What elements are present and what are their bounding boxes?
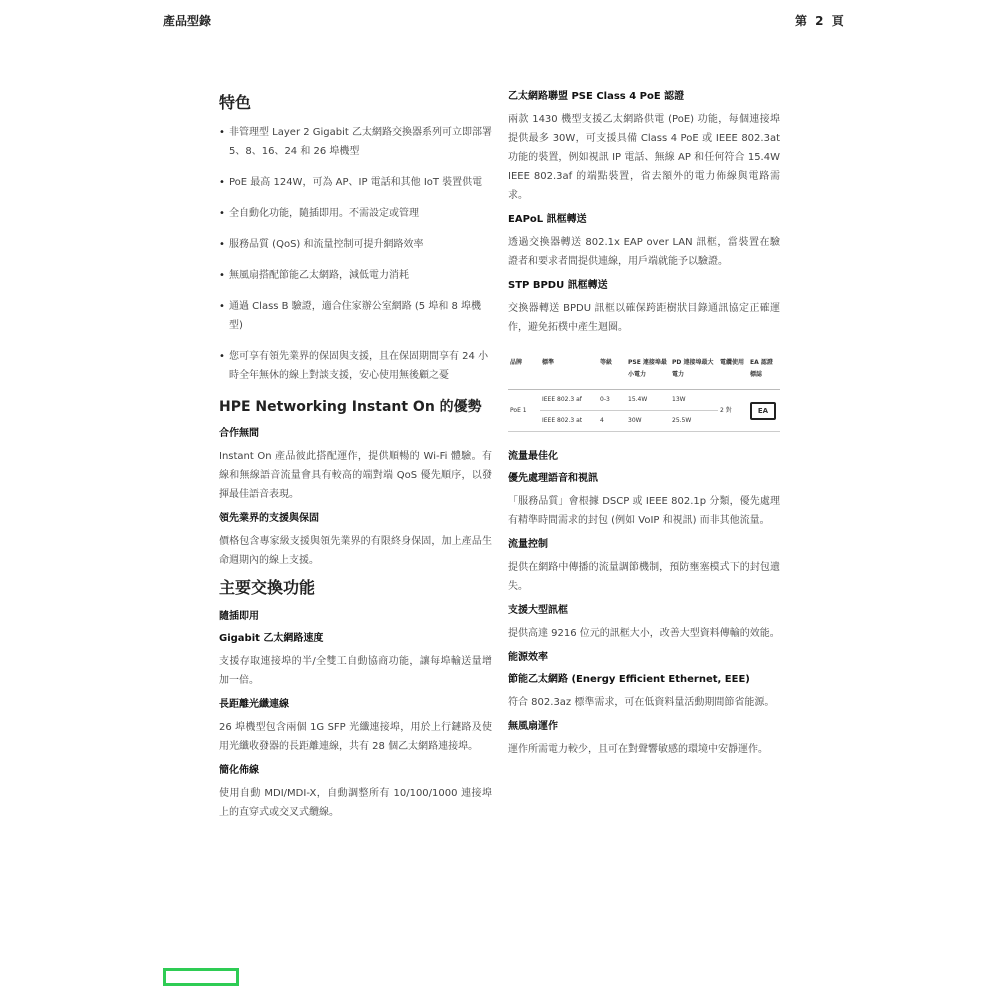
feature-item: • 您可享有領先業界的保固與支援，且在保固期間享有 24 小時全年無休的線上對談支援，安心使用無後顧之憂 — [219, 347, 492, 385]
stp-text: 交換器轉送 BPDU 訊框以確保跨距樹狀目錄通訊協定正確運作，避免拓樸中產生迴圈。 — [508, 303, 780, 333]
priority-heading: 優先處理語音和視訊 — [508, 473, 598, 484]
eee-text: 符合 802.3az 標準需求，可在低資料量活動期間節省能源。 — [508, 697, 775, 708]
features-heading: 特色 — [219, 93, 252, 112]
support-text: 價格包含專家級支援與領先業界的有限終身保固，加上產品生命週期內的線上支援。 — [219, 536, 492, 566]
feature-item: • 服務品質 (QoS) 和流量控制可提升網路效率 — [219, 235, 492, 254]
coop-text: Instant On 產品彼此搭配運作，提供順暢的 Wi-Fi 體驗。有線和無線語音流量會具有較高的端對端 QoS 優先順序，以發揮最佳語音表現。 — [219, 451, 492, 500]
pd-cell: 13W — [670, 390, 718, 411]
ea-logo-cell — [748, 390, 780, 432]
jumbo-frames-heading: 支援大型訊框 — [508, 605, 568, 616]
hpe-logo-bar — [163, 968, 239, 986]
eee-heading: 節能乙太網路 (Energy Efficient Ethernet, EEE) — [508, 674, 750, 685]
eapol-text: 透過交換器轉送 802.1x EAP over LAN 訊框，當裝置在驗證者和要求者間提供連線，用戶端就能予以驗證。 — [508, 237, 780, 267]
coop-heading: 合作無間 — [219, 428, 259, 439]
feature-item: • 無風扇搭配節能乙太網路，減低電力消耗 — [219, 266, 492, 285]
gigabit-heading: Gigabit 乙太網路速度 — [219, 633, 324, 644]
class-cell: 4 — [598, 411, 626, 432]
priority-text: 「服務品質」會根據 DSCP 或 IEEE 802.1p 分類，優先處理有精準時間需求的封包 (例如 VoIP 和視訊) 而非其他流量。 — [508, 496, 780, 526]
energy-efficiency-heading: 能源效率 — [508, 652, 548, 663]
ea-certified-icon: EA — [750, 402, 776, 420]
table-header-row — [508, 351, 780, 390]
standard-cell: IEEE 802.3 at — [540, 411, 598, 432]
feature-item: • 全自動化功能，隨插即用。不需設定或管理 — [219, 204, 492, 223]
fiber-text: 26 埠機型包含兩個 1G SFP 光纖連接埠，用於上行鏈路及使用光纖收發器的長距離連線，共有 28 個乙太網路連接埠。 — [219, 722, 492, 752]
switch-features-heading: 主要交換功能 — [219, 578, 316, 597]
eapol-heading: EAPoL 訊框轉送 — [508, 214, 587, 225]
cable-cell: 2 對 — [718, 390, 748, 432]
brand-cell: PoE 1 — [508, 390, 540, 432]
pd-cell: 25.5W — [670, 411, 718, 432]
col-brand: 品牌 — [508, 351, 540, 390]
jumbo-frames-text: 提供高達 9216 位元的訊框大小，改善大型資料傳輸的效能。 — [508, 628, 780, 639]
poe-table — [508, 351, 780, 432]
stp-heading: STP BPDU 訊框轉送 — [508, 280, 608, 291]
poe-heading: 乙太網路聯盟 PSE Class 4 PoE 認證 — [508, 91, 685, 102]
col-pse-power: PSE 連接埠最小電力 — [626, 351, 670, 390]
standard-cell: IEEE 802.3 af — [540, 390, 598, 411]
features-list — [219, 123, 492, 385]
support-heading: 領先業界的支援與保固 — [219, 513, 319, 524]
right-column — [508, 88, 780, 765]
page-number: 第 2 頁 — [795, 14, 846, 28]
col-pd-power: PD 連接埠最大電力 — [670, 351, 718, 390]
fiber-heading: 長距離光纖連線 — [219, 699, 289, 710]
fanless-heading: 無風扇運作 — [508, 721, 558, 732]
poe-text: 兩款 1430 機型支援乙太網路供電 (PoE) 功能，每個連接埠提供最多 30W，可支援具備 Class 4 PoE 或 IEEE 802.3at 功能的裝置，例如視訊 IP 電話、無線 AP 和任何符合 15.4W IEEE 802.3af 的端點裝置，省去額外的電力佈線與電路需求。 — [508, 114, 780, 201]
fanless-text: 運作所需電力較少，且可在對聲響敏感的環境中安靜運作。 — [508, 744, 768, 755]
class-cell: 0-3 — [598, 390, 626, 411]
flow-control-heading: 流量控制 — [508, 539, 548, 550]
cabling-heading: 簡化佈線 — [219, 765, 259, 776]
col-ea-logo: EA 認證標誌 — [748, 351, 780, 390]
col-class: 等級 — [598, 351, 626, 390]
gigabit-text: 支援存取連接埠的半/全雙工自動協商功能，讓每埠輸送量增加一倍。 — [219, 656, 492, 686]
flow-optimization-heading: 流量最佳化 — [508, 451, 558, 462]
pse-cell: 15.4W — [626, 390, 670, 411]
catalog-header: 產品型錄 — [163, 14, 212, 28]
feature-item: • 非管理型 Layer 2 Gigabit 乙太網路交換器系列可立即部署 5、8、16、24 和 26 埠機型 — [219, 123, 492, 161]
cabling-text: 使用自動 MDI/MDI-X，自動調整所有 10/100/1000 連接埠上的直穿式或交叉式纜線。 — [219, 788, 492, 818]
table-row — [508, 390, 780, 411]
advantage-heading: HPE Networking Instant On 的優勢 — [219, 399, 482, 415]
feature-item: • PoE 最高 124W，可為 AP、IP 電話和其他 IoT 裝置供電 — [219, 173, 492, 192]
feature-item: • 通過 Class B 驗證，適合住家辦公室網路 (5 埠和 8 埠機型) — [219, 297, 492, 335]
pse-cell: 30W — [626, 411, 670, 432]
left-column — [219, 88, 492, 828]
col-standard: 標準 — [540, 351, 598, 390]
plug-and-play-heading: 隨插即用 — [219, 611, 259, 622]
col-cable: 電纜使用 — [718, 351, 748, 390]
flow-control-text: 提供在網路中傳播的流量調節機制，預防壅塞模式下的封包遺失。 — [508, 562, 780, 592]
